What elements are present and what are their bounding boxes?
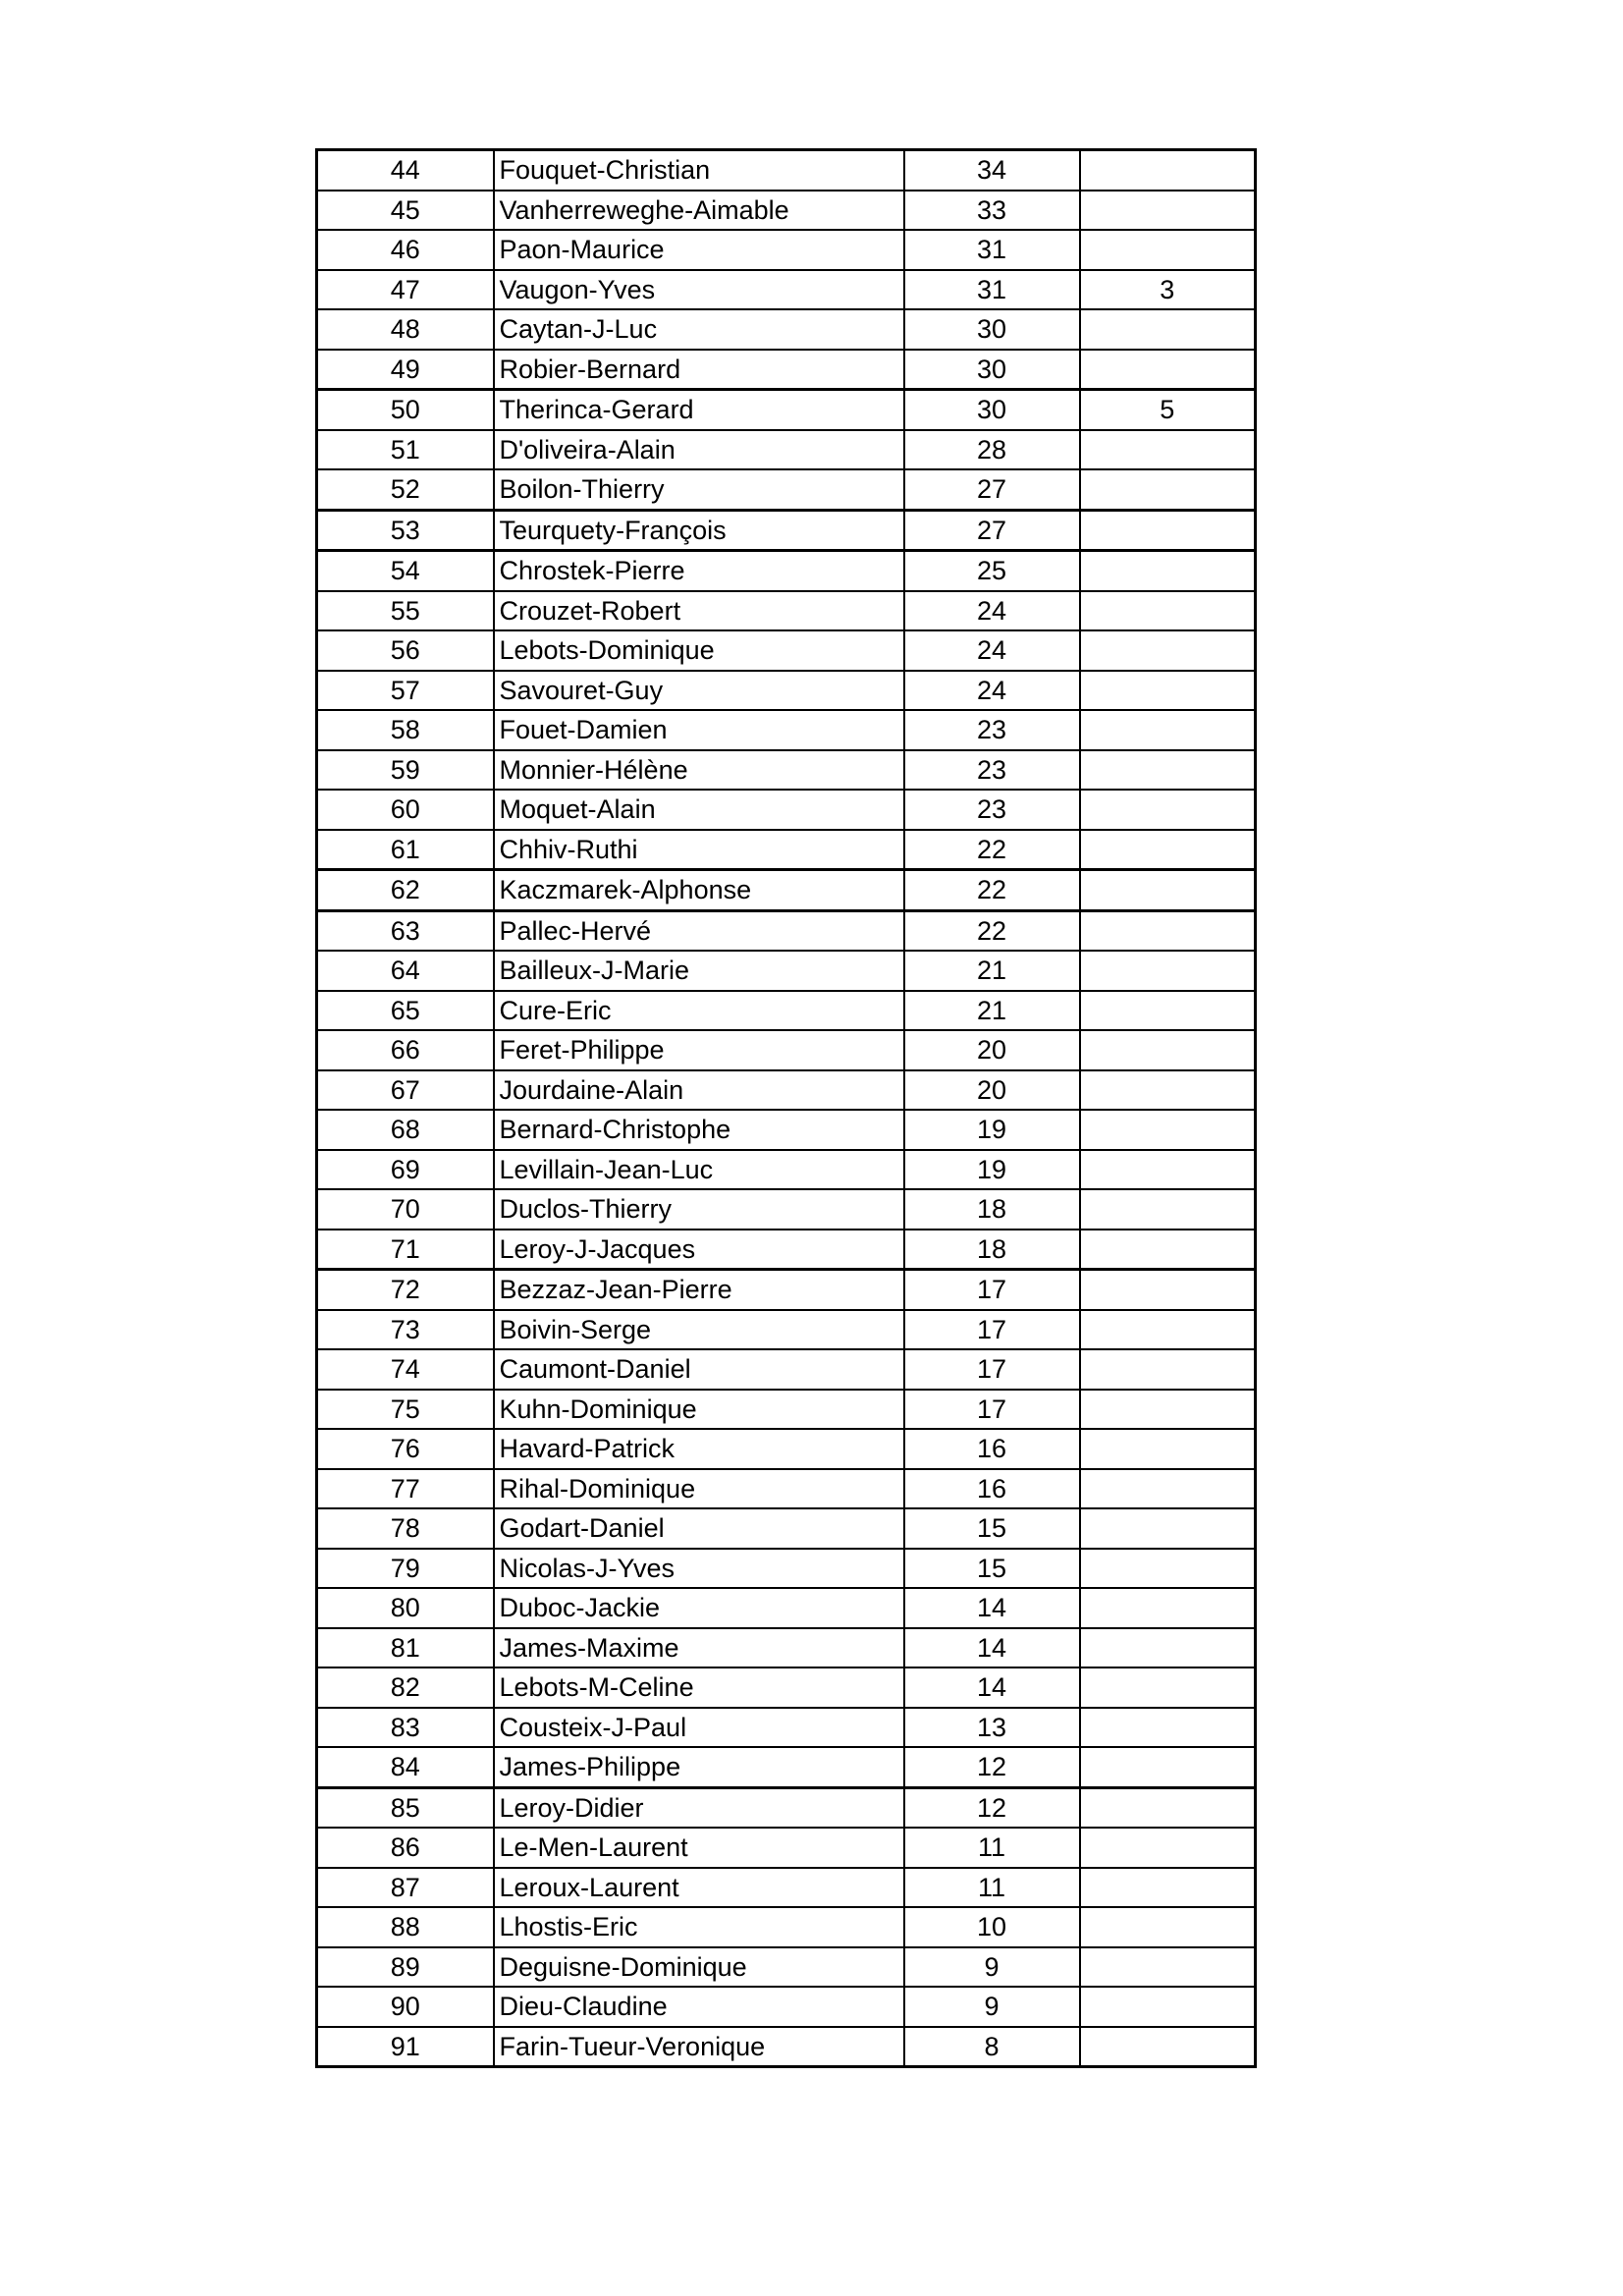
points-cell: 17 bbox=[904, 1390, 1080, 1430]
points-cell: 27 bbox=[904, 469, 1080, 510]
table-row bbox=[317, 1747, 1256, 1787]
points-cell: 27 bbox=[904, 510, 1080, 551]
table-row bbox=[317, 1230, 1256, 1270]
extra-cell bbox=[1080, 1390, 1256, 1430]
rank-cell: 66 bbox=[317, 1030, 494, 1070]
extra-cell bbox=[1080, 1110, 1256, 1150]
rank-cell: 46 bbox=[317, 230, 494, 270]
name-cell: Duclos-Thierry bbox=[494, 1189, 904, 1230]
name-cell: Godart-Daniel bbox=[494, 1508, 904, 1549]
rank-cell: 58 bbox=[317, 710, 494, 750]
name-cell: Leroy-Didier bbox=[494, 1787, 904, 1828]
table-row bbox=[317, 469, 1256, 510]
rank-cell: 74 bbox=[317, 1349, 494, 1390]
table-row bbox=[317, 991, 1256, 1031]
rank-cell: 50 bbox=[317, 390, 494, 430]
table-row bbox=[317, 910, 1256, 951]
name-cell: Savouret-Guy bbox=[494, 671, 904, 711]
name-cell: Chrostek-Pierre bbox=[494, 551, 904, 591]
rank-cell: 44 bbox=[317, 150, 494, 191]
extra-cell bbox=[1080, 1070, 1256, 1111]
points-cell: 17 bbox=[904, 1310, 1080, 1350]
rank-cell: 80 bbox=[317, 1588, 494, 1628]
name-cell: Nicolas-J-Yves bbox=[494, 1549, 904, 1589]
name-cell: Bernard-Christophe bbox=[494, 1110, 904, 1150]
rank-cell: 67 bbox=[317, 1070, 494, 1111]
table-row bbox=[317, 1070, 1256, 1111]
points-cell: 30 bbox=[904, 350, 1080, 390]
points-cell: 24 bbox=[904, 591, 1080, 631]
name-cell: Kaczmarek-Alphonse bbox=[494, 870, 904, 911]
table-row bbox=[317, 1987, 1256, 2027]
points-cell: 31 bbox=[904, 230, 1080, 270]
name-cell: Farin-Tueur-Veronique bbox=[494, 2027, 904, 2067]
name-cell: Dieu-Claudine bbox=[494, 1987, 904, 2027]
points-cell: 28 bbox=[904, 430, 1080, 470]
table-row bbox=[317, 1150, 1256, 1190]
rank-cell: 49 bbox=[317, 350, 494, 390]
extra-cell bbox=[1080, 630, 1256, 671]
points-cell: 25 bbox=[904, 551, 1080, 591]
table-row bbox=[317, 510, 1256, 551]
rank-cell: 71 bbox=[317, 1230, 494, 1270]
name-cell: Rihal-Dominique bbox=[494, 1469, 904, 1509]
name-cell: Fouet-Damien bbox=[494, 710, 904, 750]
points-cell: 15 bbox=[904, 1549, 1080, 1589]
name-cell: Cousteix-J-Paul bbox=[494, 1708, 904, 1748]
points-cell: 17 bbox=[904, 1270, 1080, 1310]
rank-cell: 76 bbox=[317, 1429, 494, 1469]
points-cell: 30 bbox=[904, 309, 1080, 350]
extra-cell bbox=[1080, 1747, 1256, 1787]
points-cell: 19 bbox=[904, 1110, 1080, 1150]
rank-cell: 61 bbox=[317, 830, 494, 870]
name-cell: Caumont-Daniel bbox=[494, 1349, 904, 1390]
rank-cell: 63 bbox=[317, 910, 494, 951]
points-cell: 34 bbox=[904, 150, 1080, 191]
extra-cell bbox=[1080, 150, 1256, 191]
points-cell: 33 bbox=[904, 191, 1080, 231]
table-row bbox=[317, 551, 1256, 591]
name-cell: Leroux-Laurent bbox=[494, 1868, 904, 1908]
name-cell: Havard-Patrick bbox=[494, 1429, 904, 1469]
name-cell: Deguisne-Dominique bbox=[494, 1947, 904, 1988]
extra-cell bbox=[1080, 1429, 1256, 1469]
name-cell: Pallec-Hervé bbox=[494, 910, 904, 951]
extra-cell: 5 bbox=[1080, 390, 1256, 430]
rank-cell: 77 bbox=[317, 1469, 494, 1509]
table-row bbox=[317, 591, 1256, 631]
name-cell: Lebots-Dominique bbox=[494, 630, 904, 671]
points-cell: 16 bbox=[904, 1469, 1080, 1509]
extra-cell bbox=[1080, 1030, 1256, 1070]
rank-cell: 54 bbox=[317, 551, 494, 591]
extra-cell bbox=[1080, 1588, 1256, 1628]
table-row bbox=[317, 270, 1256, 310]
extra-cell bbox=[1080, 1667, 1256, 1708]
table-row bbox=[317, 1628, 1256, 1668]
extra-cell bbox=[1080, 430, 1256, 470]
table-row bbox=[317, 710, 1256, 750]
name-cell: D'oliveira-Alain bbox=[494, 430, 904, 470]
points-cell: 19 bbox=[904, 1150, 1080, 1190]
table-row bbox=[317, 1549, 1256, 1589]
points-cell: 20 bbox=[904, 1030, 1080, 1070]
table-row bbox=[317, 2027, 1256, 2067]
rank-cell: 89 bbox=[317, 1947, 494, 1988]
rank-cell: 90 bbox=[317, 1987, 494, 2027]
name-cell: Vanherreweghe-Aimable bbox=[494, 191, 904, 231]
name-cell: Fouquet-Christian bbox=[494, 150, 904, 191]
table-row bbox=[317, 1270, 1256, 1310]
name-cell: Teurquety-François bbox=[494, 510, 904, 551]
name-cell: Therinca-Gerard bbox=[494, 390, 904, 430]
rank-cell: 55 bbox=[317, 591, 494, 631]
name-cell: Moquet-Alain bbox=[494, 790, 904, 830]
extra-cell bbox=[1080, 309, 1256, 350]
rank-cell: 47 bbox=[317, 270, 494, 310]
extra-cell bbox=[1080, 350, 1256, 390]
name-cell: Levillain-Jean-Luc bbox=[494, 1150, 904, 1190]
table-row bbox=[317, 1708, 1256, 1748]
name-cell: James-Maxime bbox=[494, 1628, 904, 1668]
extra-cell bbox=[1080, 230, 1256, 270]
name-cell: Jourdaine-Alain bbox=[494, 1070, 904, 1111]
rank-cell: 68 bbox=[317, 1110, 494, 1150]
points-cell: 11 bbox=[904, 1828, 1080, 1868]
name-cell: Caytan-J-Luc bbox=[494, 309, 904, 350]
name-cell: Le-Men-Laurent bbox=[494, 1828, 904, 1868]
name-cell: Boivin-Serge bbox=[494, 1310, 904, 1350]
rank-cell: 69 bbox=[317, 1150, 494, 1190]
points-cell: 24 bbox=[904, 671, 1080, 711]
table-row bbox=[317, 150, 1256, 191]
name-cell: Paon-Maurice bbox=[494, 230, 904, 270]
rank-cell: 52 bbox=[317, 469, 494, 510]
rank-cell: 82 bbox=[317, 1667, 494, 1708]
rank-cell: 56 bbox=[317, 630, 494, 671]
table-row bbox=[317, 1349, 1256, 1390]
extra-cell bbox=[1080, 1868, 1256, 1908]
name-cell: Cure-Eric bbox=[494, 991, 904, 1031]
rank-cell: 73 bbox=[317, 1310, 494, 1350]
extra-cell: 3 bbox=[1080, 270, 1256, 310]
ranking-table-body bbox=[317, 150, 1256, 2067]
extra-cell bbox=[1080, 1708, 1256, 1748]
rank-cell: 51 bbox=[317, 430, 494, 470]
extra-cell bbox=[1080, 790, 1256, 830]
table-row bbox=[317, 1828, 1256, 1868]
table-row bbox=[317, 1787, 1256, 1828]
name-cell: Lhostis-Eric bbox=[494, 1907, 904, 1947]
extra-cell bbox=[1080, 671, 1256, 711]
points-cell: 11 bbox=[904, 1868, 1080, 1908]
points-cell: 9 bbox=[904, 1987, 1080, 2027]
table-row bbox=[317, 1907, 1256, 1947]
rank-cell: 53 bbox=[317, 510, 494, 551]
extra-cell bbox=[1080, 591, 1256, 631]
table-row bbox=[317, 1588, 1256, 1628]
name-cell: Duboc-Jackie bbox=[494, 1588, 904, 1628]
extra-cell bbox=[1080, 1230, 1256, 1270]
rank-cell: 45 bbox=[317, 191, 494, 231]
points-cell: 24 bbox=[904, 630, 1080, 671]
name-cell: Feret-Philippe bbox=[494, 1030, 904, 1070]
extra-cell bbox=[1080, 1270, 1256, 1310]
points-cell: 18 bbox=[904, 1230, 1080, 1270]
rank-cell: 86 bbox=[317, 1828, 494, 1868]
points-cell: 14 bbox=[904, 1667, 1080, 1708]
table-row bbox=[317, 1390, 1256, 1430]
rank-cell: 85 bbox=[317, 1787, 494, 1828]
extra-cell bbox=[1080, 710, 1256, 750]
rank-cell: 62 bbox=[317, 870, 494, 911]
rank-cell: 72 bbox=[317, 1270, 494, 1310]
rank-cell: 64 bbox=[317, 951, 494, 991]
table-row bbox=[317, 750, 1256, 791]
points-cell: 12 bbox=[904, 1747, 1080, 1787]
table-row bbox=[317, 390, 1256, 430]
table-row bbox=[317, 1947, 1256, 1988]
name-cell: Vaugon-Yves bbox=[494, 270, 904, 310]
points-cell: 31 bbox=[904, 270, 1080, 310]
table-row bbox=[317, 1429, 1256, 1469]
table-row bbox=[317, 1508, 1256, 1549]
name-cell: James-Philippe bbox=[494, 1747, 904, 1787]
extra-cell bbox=[1080, 951, 1256, 991]
points-cell: 22 bbox=[904, 910, 1080, 951]
points-cell: 22 bbox=[904, 830, 1080, 870]
name-cell: Lebots-M-Celine bbox=[494, 1667, 904, 1708]
extra-cell bbox=[1080, 510, 1256, 551]
rank-cell: 84 bbox=[317, 1747, 494, 1787]
points-cell: 16 bbox=[904, 1429, 1080, 1469]
rank-cell: 65 bbox=[317, 991, 494, 1031]
points-cell: 22 bbox=[904, 870, 1080, 911]
extra-cell bbox=[1080, 1150, 1256, 1190]
points-cell: 23 bbox=[904, 710, 1080, 750]
rank-cell: 57 bbox=[317, 671, 494, 711]
rank-cell: 81 bbox=[317, 1628, 494, 1668]
name-cell: Monnier-Hélène bbox=[494, 750, 904, 791]
table-row bbox=[317, 1189, 1256, 1230]
table-row bbox=[317, 191, 1256, 231]
extra-cell bbox=[1080, 2027, 1256, 2067]
rank-cell: 78 bbox=[317, 1508, 494, 1549]
name-cell: Boilon-Thierry bbox=[494, 469, 904, 510]
extra-cell bbox=[1080, 191, 1256, 231]
points-cell: 15 bbox=[904, 1508, 1080, 1549]
extra-cell bbox=[1080, 870, 1256, 911]
name-cell: Robier-Bernard bbox=[494, 350, 904, 390]
rank-cell: 79 bbox=[317, 1549, 494, 1589]
extra-cell bbox=[1080, 469, 1256, 510]
extra-cell bbox=[1080, 1947, 1256, 1988]
extra-cell bbox=[1080, 991, 1256, 1031]
table-row bbox=[317, 309, 1256, 350]
name-cell: Bailleux-J-Marie bbox=[494, 951, 904, 991]
points-cell: 30 bbox=[904, 390, 1080, 430]
name-cell: Kuhn-Dominique bbox=[494, 1390, 904, 1430]
points-cell: 18 bbox=[904, 1189, 1080, 1230]
points-cell: 17 bbox=[904, 1349, 1080, 1390]
extra-cell bbox=[1080, 1549, 1256, 1589]
points-cell: 9 bbox=[904, 1947, 1080, 1988]
table-row bbox=[317, 1868, 1256, 1908]
ranking-table bbox=[315, 148, 1257, 2068]
name-cell: Chhiv-Ruthi bbox=[494, 830, 904, 870]
points-cell: 14 bbox=[904, 1628, 1080, 1668]
table-row bbox=[317, 951, 1256, 991]
extra-cell bbox=[1080, 1508, 1256, 1549]
table-row bbox=[317, 1110, 1256, 1150]
table-row bbox=[317, 1310, 1256, 1350]
extra-cell bbox=[1080, 1189, 1256, 1230]
extra-cell bbox=[1080, 1310, 1256, 1350]
table-row bbox=[317, 630, 1256, 671]
rank-cell: 70 bbox=[317, 1189, 494, 1230]
extra-cell bbox=[1080, 1349, 1256, 1390]
rank-cell: 60 bbox=[317, 790, 494, 830]
points-cell: 23 bbox=[904, 790, 1080, 830]
rank-cell: 87 bbox=[317, 1868, 494, 1908]
name-cell: Leroy-J-Jacques bbox=[494, 1230, 904, 1270]
extra-cell bbox=[1080, 551, 1256, 591]
table-row bbox=[317, 790, 1256, 830]
extra-cell bbox=[1080, 750, 1256, 791]
points-cell: 21 bbox=[904, 991, 1080, 1031]
table-row bbox=[317, 1030, 1256, 1070]
points-cell: 14 bbox=[904, 1588, 1080, 1628]
table-row bbox=[317, 230, 1256, 270]
extra-cell bbox=[1080, 1469, 1256, 1509]
rank-cell: 83 bbox=[317, 1708, 494, 1748]
points-cell: 20 bbox=[904, 1070, 1080, 1111]
extra-cell bbox=[1080, 830, 1256, 870]
extra-cell bbox=[1080, 1987, 1256, 2027]
table-row bbox=[317, 430, 1256, 470]
extra-cell bbox=[1080, 1907, 1256, 1947]
points-cell: 8 bbox=[904, 2027, 1080, 2067]
rank-cell: 48 bbox=[317, 309, 494, 350]
points-cell: 12 bbox=[904, 1787, 1080, 1828]
table-row bbox=[317, 350, 1256, 390]
name-cell: Crouzet-Robert bbox=[494, 591, 904, 631]
extra-cell bbox=[1080, 1787, 1256, 1828]
rank-cell: 59 bbox=[317, 750, 494, 791]
points-cell: 10 bbox=[904, 1907, 1080, 1947]
rank-cell: 88 bbox=[317, 1907, 494, 1947]
table-row bbox=[317, 830, 1256, 870]
table-row bbox=[317, 1469, 1256, 1509]
table-row bbox=[317, 671, 1256, 711]
extra-cell bbox=[1080, 1628, 1256, 1668]
points-cell: 13 bbox=[904, 1708, 1080, 1748]
points-cell: 21 bbox=[904, 951, 1080, 991]
rank-cell: 75 bbox=[317, 1390, 494, 1430]
rank-cell: 91 bbox=[317, 2027, 494, 2067]
name-cell: Bezzaz-Jean-Pierre bbox=[494, 1270, 904, 1310]
extra-cell bbox=[1080, 1828, 1256, 1868]
table-row bbox=[317, 870, 1256, 911]
table-row bbox=[317, 1667, 1256, 1708]
points-cell: 23 bbox=[904, 750, 1080, 791]
extra-cell bbox=[1080, 910, 1256, 951]
